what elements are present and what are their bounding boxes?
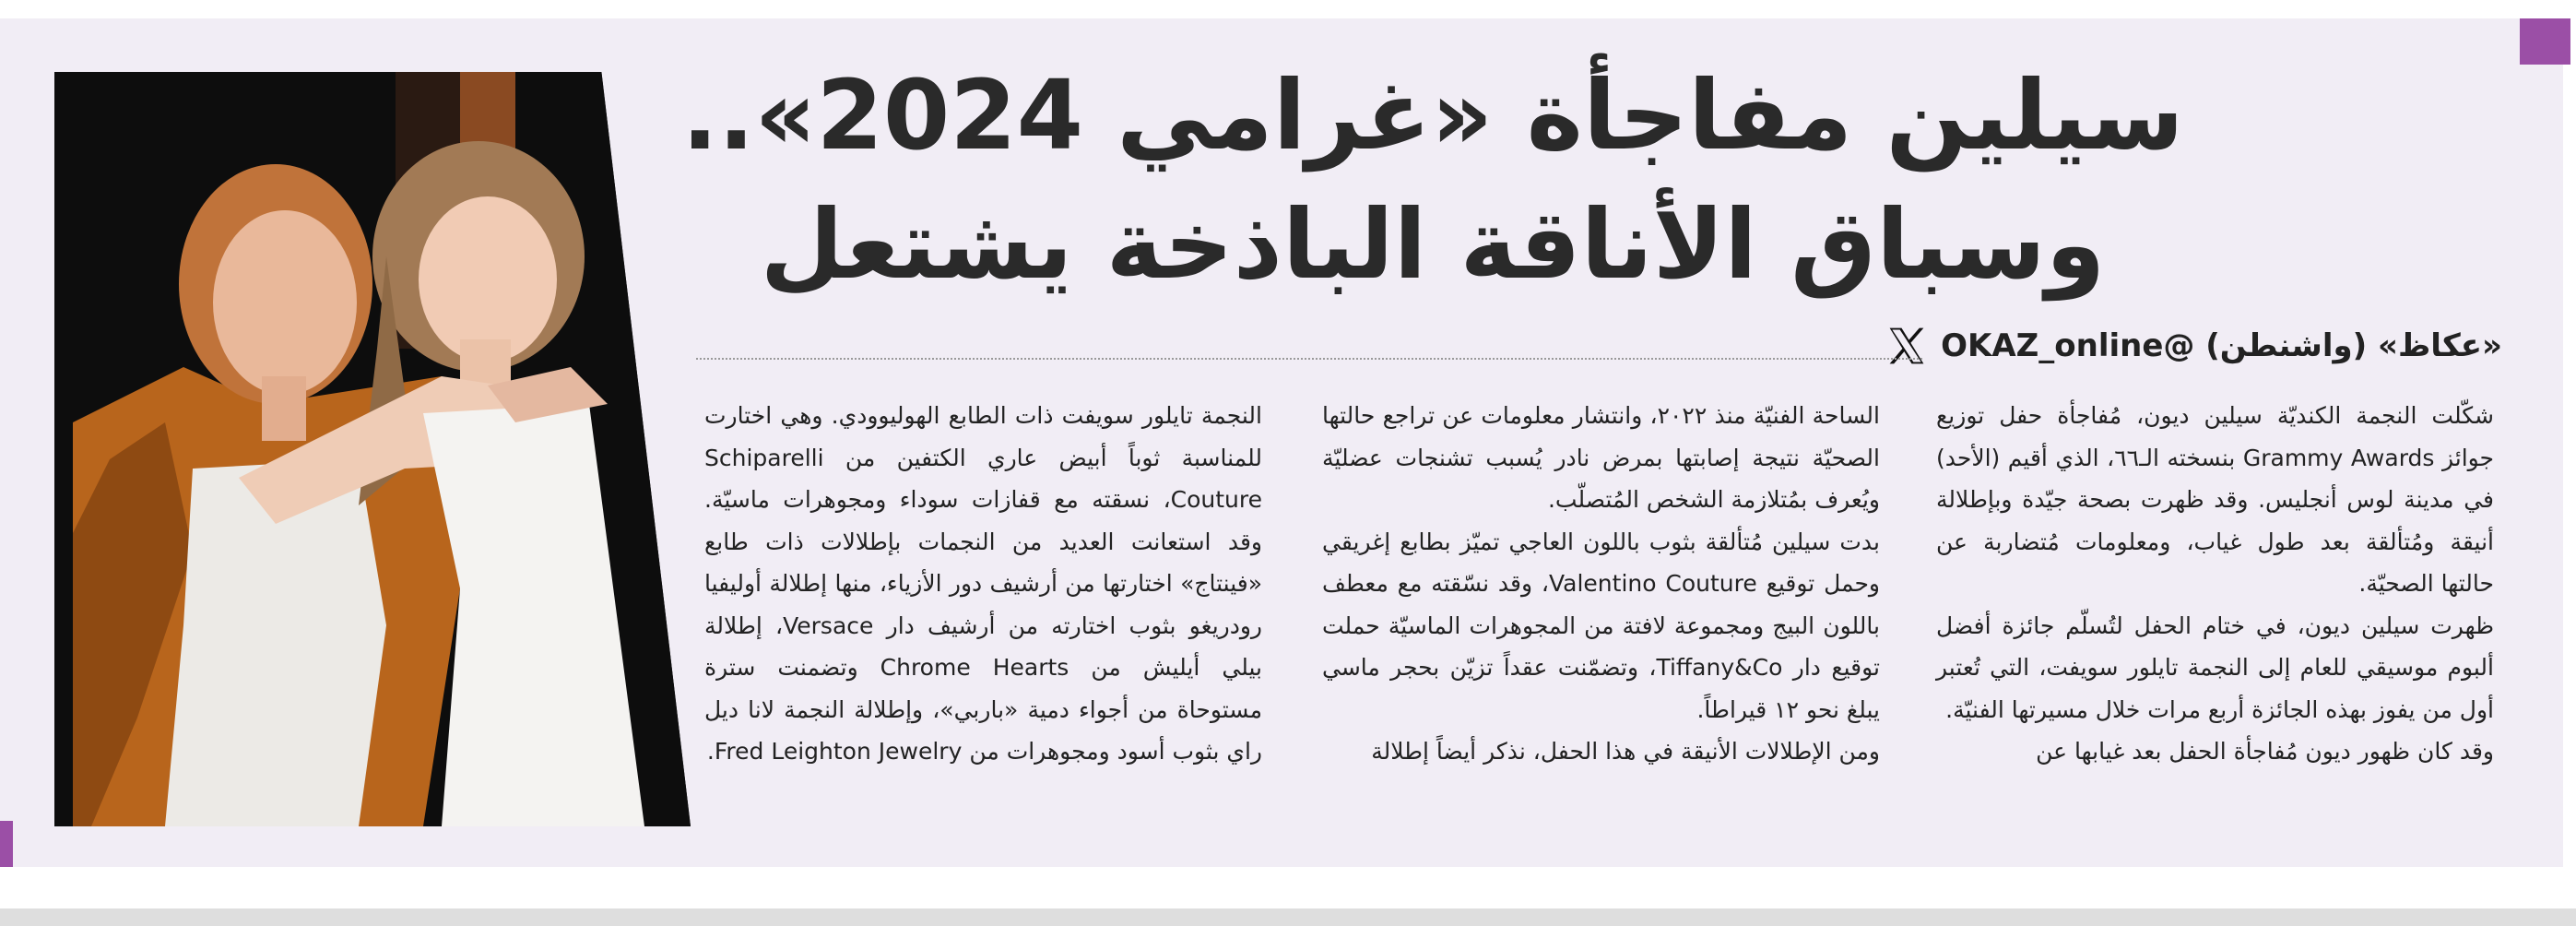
bottom-divider	[0, 908, 2576, 926]
paragraph: الساحة الفنيّة منذ ٢٠٢٢، وانتشار معلومات عن تراجع حالتها الصحيّة نتيجة إصابتها بمرض نادر يُسبب تشنجات عضليّة ويُعرف بمُتلازمة الشخص المُتصلّب.	[1322, 402, 1880, 513]
paragraph: ظهرت سيلين ديون، في ختام الحفل لتُسلّم جائزة أفضل ألبوم موسيقي للعام إلى النجمة تايلور سويفت، التي تُعتبر أول من يفوز بهذه الجائزة أربع مرات خلال مسيرتها الفنيّة.	[1936, 611, 2494, 723]
accent-block-left	[0, 821, 13, 867]
byline-source: «عكاظ» (واشنطن) @OKAZ_online	[1941, 327, 2502, 364]
byline	[1885, 325, 2502, 367]
paragraph: النجمة تايلور سويفت ذات الطابع الهوليوودي. وهي اختارت للمناسبة ثوباً أبيض عاري الكتفين من Schiparelli Couture، نسقته مع قفازات سوداء ومجوهرات ماسيّة. وقد استعانت العديد من النجمات بإطلالات ذات طابع «فينتاج» اختارتها من أرشيف دور الأزياء، منها إطلالة أوليفيا رودريغو بثوب اختارته من أرشيف دار Versace، إطلالة بيلي أيليش من Chrome Hearts وتضمنت سترة مستوحاة من أجواء دمية «باربي»، وإطلالة النجمة لانا ديل راي بثوب أسود ومجوهرات من Fred Leighton Jewelry.	[704, 402, 1263, 765]
article-column-1	[1936, 395, 2494, 773]
accent-block-top	[2520, 18, 2570, 65]
article-column-3	[704, 395, 1262, 773]
paragraph: ومن الإطلالات الأنيقة في هذا الحفل، نذكر أيضاً إطلالة	[1371, 738, 1880, 765]
paragraph: بدت سيلين مُتألقة بثوب باللون العاجي تميّز بطابع إغريقي وحمل توقيع Valentino Couture، وقد نسّقته مع معطف باللون البيج ومجموعة لافتة من المجوهرات الماسيّة حملت توقيع دار Tiffany&Co، وتضمّنت عقداً تزيّن بحجر ماسي يبلغ نحو ١٢ قيراطاً.	[1322, 528, 1881, 723]
article-column-2	[1322, 395, 1880, 773]
x-logo-icon	[1885, 325, 1928, 367]
headline-line-2: وسباق الأناقة الباذخة يشتعل	[760, 188, 2106, 301]
paragraph: شكّلت النجمة الكنديّة سيلين ديون، مُفاجأة حفل توزيع جوائز Grammy Awards بنسخته الـ٦٦، الذي أقيم (الأحد) في مدينة لوس أنجليس. وقد ظهرت بصحة جيّدة وبإطلالة أنيقة ومُتألقة بعد طول غياب، ومعلومات مُتضاربة عن حالتها الصحيّة.	[1936, 402, 2495, 597]
paragraph: وقد كان ظهور ديون مُفاجأة الحفل بعد غيابها عن	[2036, 738, 2494, 765]
headline-line-1: سيلين مفاجأة «غرامي 2024»..	[681, 59, 2184, 172]
byline-divider	[696, 358, 1922, 360]
headline	[557, 51, 2309, 309]
